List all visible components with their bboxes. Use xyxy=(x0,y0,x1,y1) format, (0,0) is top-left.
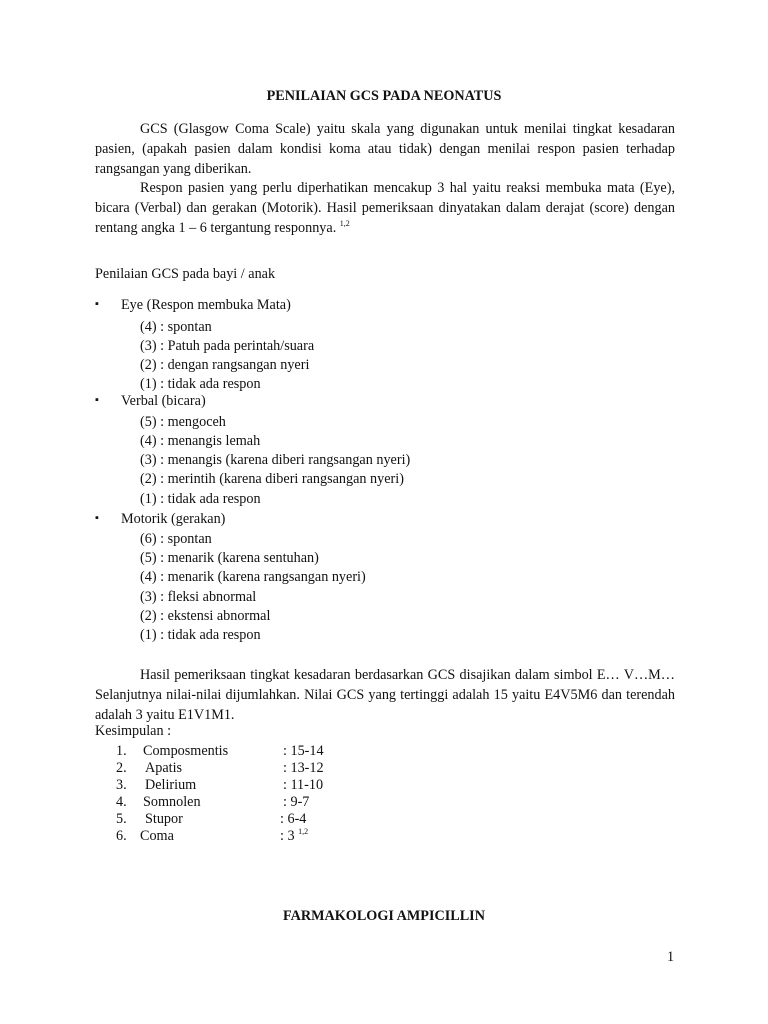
verbal-item: (5) : mengoceh xyxy=(140,414,226,430)
conclusion-value: : 15-14 xyxy=(283,743,324,759)
verbal-item: (2) : merintih (karena diberi rangsangan nyeri) xyxy=(140,471,404,487)
motorik-item: (3) : fleksi abnormal xyxy=(140,589,257,605)
motorik-item: (5) : menarik (karena sentuhan) xyxy=(140,550,319,566)
verbal-label: Verbal (bicara) xyxy=(121,393,206,409)
conclusion-number: 4. xyxy=(116,794,127,810)
conclusion-value: : 13-12 xyxy=(283,760,324,776)
next-section-title: FARMAKOLOGI AMPICILLIN xyxy=(283,908,485,924)
eye-item: (4) : spontan xyxy=(140,319,212,335)
conclusion-number: 6. xyxy=(116,828,127,844)
page-title: PENILAIAN GCS PADA NEONATUS xyxy=(266,88,502,104)
motorik-item: (2) : ekstensi abnormal xyxy=(140,608,271,624)
conclusion-value xyxy=(280,828,308,845)
eye-item: (3) : Patuh pada perintah/suara xyxy=(140,338,315,354)
conclusion-label: Kesimpulan : xyxy=(95,723,172,739)
motorik-label: Motorik (gerakan) xyxy=(121,511,226,527)
conclusion-value: : 11-10 xyxy=(283,777,324,793)
conclusion-value-text: : 3 xyxy=(280,828,295,844)
verbal-item: (4) : menangis lemah xyxy=(140,433,261,449)
eye-item: (1) : tidak ada respon xyxy=(140,376,261,392)
intro-paragraph-2-text: Respon pasien yang perlu diperhatikan mencakup 3 hal yaitu reaksi membuka mata (Eye), bicara (Verbal) dan gerakan (Motorik). Hasil pemeriksaan dinyatakan dalam derajat (score) dengan rentang angka 1 – 6 tergantung responnya. xyxy=(95,180,675,237)
motorik-item: (1) : tidak ada respon xyxy=(140,627,261,643)
eye-label: Eye (Respon membuka Mata) xyxy=(121,297,291,313)
conclusion-number: 3. xyxy=(116,777,127,793)
verbal-item: (1) : tidak ada respon xyxy=(140,491,261,507)
conclusion-value: : 9-7 xyxy=(283,794,310,810)
conclusion-name: Stupor xyxy=(145,811,183,827)
conclusion-number: 2. xyxy=(116,760,127,776)
intro-paragraph-1: GCS (Glasgow Coma Scale) yaitu skala yang digunakan untuk menilai tingkat kesadaran pasien, (apakah pasien dalam kondisi koma atau tidak) dengan menilai respon pasien terhadap rangsangan yang diberikan. xyxy=(95,121,675,178)
motorik-item: (6) : spontan xyxy=(140,531,212,547)
page-number: 1 xyxy=(667,949,675,965)
conclusion-name: Coma xyxy=(140,828,174,844)
eye-item: (2) : dengan rangsangan nyeri xyxy=(140,357,310,373)
conclusion-name: Delirium xyxy=(145,777,197,793)
reference-superscript: 1,2 xyxy=(298,827,309,836)
conclusion-number: 1. xyxy=(116,743,127,759)
intro-paragraph-2 xyxy=(95,178,675,239)
section-heading: Penilaian GCS pada bayi / anak xyxy=(95,266,276,282)
conclusion-number: 5. xyxy=(116,811,127,827)
conclusion-name: Apatis xyxy=(145,760,183,776)
conclusion-value: : 6-4 xyxy=(280,811,307,827)
conclusion-name: Somnolen xyxy=(143,794,201,810)
conclusion-name: Composmentis xyxy=(143,743,229,759)
result-paragraph: Hasil pemeriksaan tingkat kesadaran berdasarkan GCS disajikan dalam simbol E… V…M… Selanjutnya nilai-nilai dijumlahkan. Nilai GCS yang tertinggi adalah 15 yaitu E4V5M6 dan terendah adalah 3 yaitu E1V1M1. xyxy=(95,667,675,724)
reference-superscript: 1,2 xyxy=(339,219,350,229)
motorik-item: (4) : menarik (karena rangsangan nyeri) xyxy=(140,569,366,585)
verbal-item: (3) : menangis (karena diberi rangsangan nyeri) xyxy=(140,452,411,468)
